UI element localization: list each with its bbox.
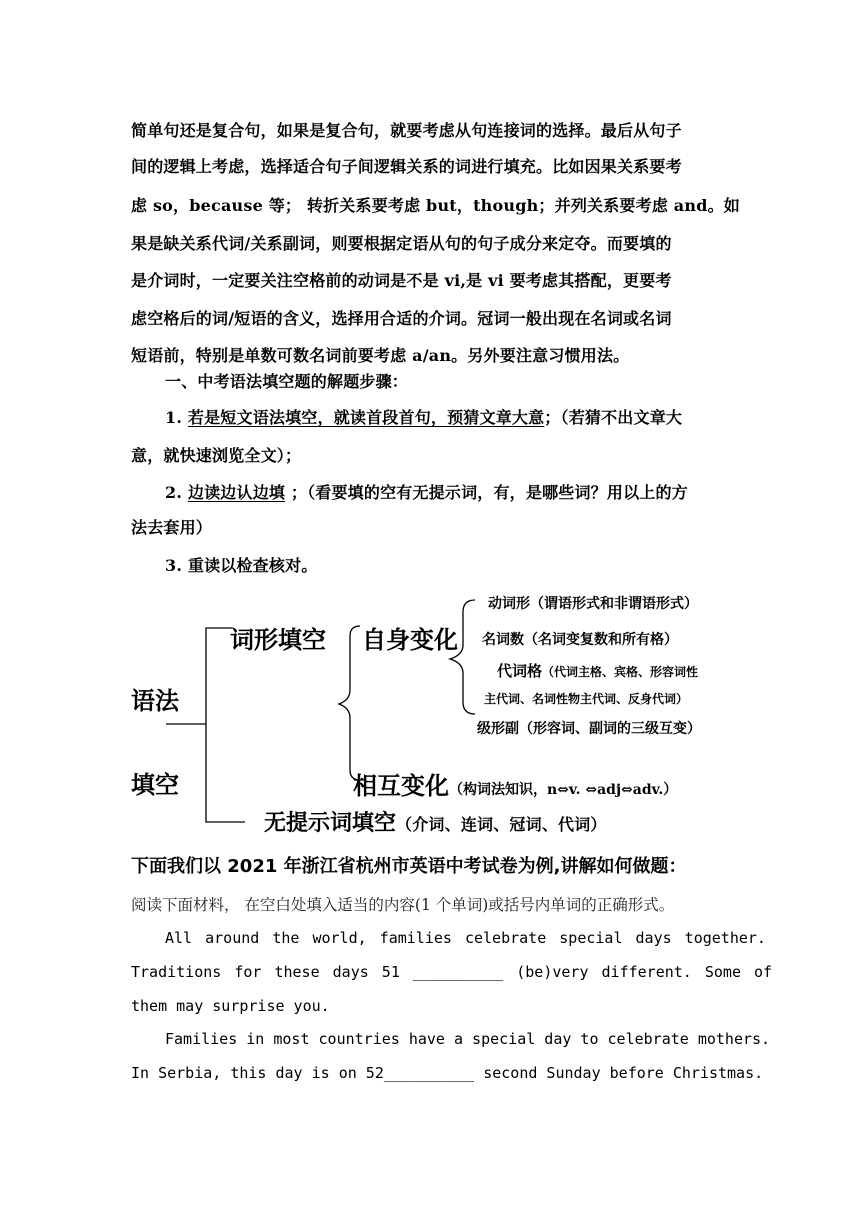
branch-zishen: 自身变化 xyxy=(362,625,458,654)
passage-line-1: All around the world, families celebrate special days together. xyxy=(165,929,766,947)
branch-cixing: 词形填空 xyxy=(230,625,326,654)
leaf-dongci: 动词形（谓语形式和非谓语形式） xyxy=(488,596,698,612)
passage-line-2: Traditions for these days 51 __________ (be)very different. Some of xyxy=(131,963,773,981)
branch-wutishi-label: 无提示词填空 xyxy=(264,810,397,836)
step-1-continuation: 意，就快速浏览全文）； xyxy=(131,446,302,465)
leaf-daici-cont: 主代词、名词性物主代词、反身代词） xyxy=(484,692,689,706)
zishen-curly-bracket xyxy=(450,600,475,714)
leaf-jixing: 级形副（形容词、副词的三级互变） xyxy=(477,721,701,737)
branch-huxiang-note: （构词法知识，n⇔v. ⇔adj⇔adv.） xyxy=(449,782,678,798)
intro-line-2: 间的逻辑上考虑，选择适合句子间逻辑关系的词进行填充。比如因果关系要考 xyxy=(131,157,682,176)
step-3: 3. 重读以检查核对。 xyxy=(165,556,318,575)
leaf-daici-paren: （代词主格、宾格、形容词性 xyxy=(542,665,699,679)
step-2-continuation: 法去套用） xyxy=(131,518,213,537)
intro-line-7: 短语前，特别是单数可数名词前要考虑 a/an。另外要注意习惯用法。 xyxy=(131,346,630,365)
intro-line-3: 虑 so，because 等； 转折关系要考虑 but，though；并列关系要考虑 and。如 xyxy=(131,196,740,215)
example-heading: 下面我们以 2021 年浙江省杭州市英语中考试卷为例,讲解如何做题： xyxy=(131,856,687,877)
intro-line-6: 虑空格后的词/短语的含义，选择用合适的介词。冠词一般出现在名词或名词 xyxy=(131,309,672,328)
branch-huxiang-label: 相互变化 xyxy=(353,771,449,800)
branch-wutishi xyxy=(264,806,607,837)
section-heading: 一、中考语法填空题的解题步骤： xyxy=(165,372,409,391)
branch-huxiang xyxy=(353,766,677,801)
leaf-daici-main: 代词格 xyxy=(497,662,543,680)
passage-line-3: them may surprise you. xyxy=(131,997,330,1015)
step-2-rest: ；（看要填的空有无提示词，有，是哪些词？用以上的方 xyxy=(290,483,688,502)
branch-wutishi-note: （介词、连词、冠词、代词） xyxy=(396,815,607,834)
leaf-mingci: 名词数（名词变复数和所有格） xyxy=(482,632,678,648)
passage-line-5: In Serbia, this day is on 52__________ second Sunday before Christmas. xyxy=(131,1064,764,1082)
step-2-number: 2. xyxy=(165,483,183,502)
intro-line-5: 是介词时，一定要关注空格前的动词是不是 vi,是 vi 要考虑其搭配，更要考 xyxy=(131,271,672,290)
step-1-number: 1. xyxy=(165,408,183,427)
root-label-top: 语法 xyxy=(131,686,179,715)
step-1-rest: ；（若猜不出文章大 xyxy=(544,408,683,427)
intro-line-1: 简单句还是复合句，如果是复合句，就要考虑从句连接词的选择。最后从句子 xyxy=(131,121,682,140)
step-2-underlined: 边读边认边填 xyxy=(187,483,286,502)
instruction-line: 阅读下面材料， 在空白处填入适当的内容(1 个单词)或括号内单词的正确形式。 xyxy=(131,896,675,914)
main-bracket xyxy=(206,628,245,822)
intro-line-4: 果是缺关系代词/关系副词，则要根据定语从句的句子成分来定夺。而要填的 xyxy=(131,234,672,253)
step-1-underlined: 若是短文语法填空，就读首段首句，预猜文章大意 xyxy=(187,408,545,427)
leaf-daici xyxy=(497,660,698,681)
passage-line-4: Families in most countries have a special day to celebrate mothers. xyxy=(165,1030,771,1048)
root-label-bottom: 填空 xyxy=(131,770,179,799)
cixing-curly-bracket xyxy=(339,626,360,780)
